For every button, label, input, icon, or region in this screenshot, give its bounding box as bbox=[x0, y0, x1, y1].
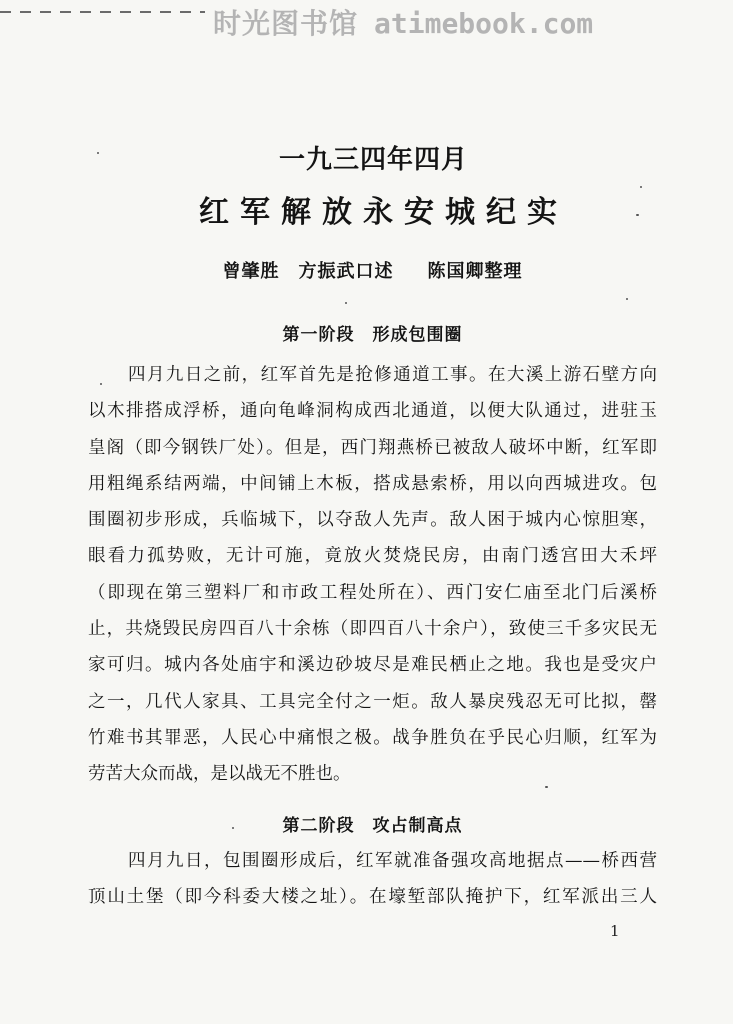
text-line: 四月九日之前，红军首先是抢修通道工事。在大溪上游石壁方向 bbox=[128, 365, 657, 385]
text-line: （即现在第三塑料厂和市政工程处所在）、西门安仁庙至北门后溪桥 bbox=[88, 582, 657, 603]
text-line: 竹难书其罪恶，人民心中痛恨之极。战争胜负在乎民心归顺，红军为 bbox=[88, 727, 657, 748]
watermark-url: atimebook.com bbox=[374, 7, 594, 40]
text-line: 顶山土堡（即今科委大楼之址）。在壕堑部队掩护下，红军派出三人 bbox=[88, 887, 657, 908]
text-line: 四月九日，包围圈形成后，红军就准备强攻高地据点——桥西营 bbox=[128, 851, 657, 871]
text-line: 眼看力孤势败，无计可施，竟放火焚烧民房，由南门透宫田大禾坪 bbox=[88, 546, 657, 567]
page-title: 红军解放永安城纪实 bbox=[199, 195, 568, 230]
section-heading-1: 第一阶段 形成包围圈 bbox=[282, 325, 463, 345]
text-line: 止，共烧毁民房四百八十余栋（即四百八十余户），致使三千多灾民无 bbox=[88, 619, 657, 640]
text-line: 皇阁（即今钢铁厂处）。但是，西门翔燕桥已被敌人破坏中断，红军即 bbox=[88, 437, 657, 458]
text-line: 围圈初步形成，兵临城下，以夺敌人先声。敌人困于城内心惊胆寒， bbox=[88, 510, 657, 531]
scan-speck bbox=[640, 186, 642, 188]
text-line: 用粗绳系结两端，中间铺上木板，搭成悬索桥，用以向西城进攻。包 bbox=[88, 473, 657, 494]
text-line: 劳苦大众而战，是以战无不胜也。 bbox=[88, 764, 351, 785]
scan-speck bbox=[545, 786, 548, 788]
scan-speck bbox=[636, 214, 639, 216]
section-1-paragraph bbox=[88, 357, 657, 793]
section-2-paragraph bbox=[88, 843, 657, 916]
page-number: 1 bbox=[610, 922, 620, 940]
text-line: 之一，几代人家具、工具完全付之一炬。敌人暴戾残忍无可比拟，罄 bbox=[88, 691, 657, 712]
scan-speck bbox=[97, 152, 99, 154]
section-heading-2: 第二阶段 攻占制高点 bbox=[282, 816, 463, 836]
dashed-rule bbox=[0, 11, 205, 13]
text-line: 家可归。城内各处庙宇和溪边砂坡尽是难民栖止之地。我也是受灾户 bbox=[88, 655, 657, 676]
watermark-site-name: 时光图书馆 bbox=[213, 7, 359, 40]
text-line: 以木排搭成浮桥，通向龟峰洞构成西北通道，以便大队通过，进驻玉 bbox=[88, 401, 657, 422]
narrators: 曾肇胜 方振武口述 bbox=[222, 261, 394, 282]
title-date-line: 一九三四年四月 bbox=[278, 145, 468, 175]
scan-speck bbox=[100, 383, 102, 385]
watermark bbox=[213, 6, 593, 42]
scan-speck bbox=[626, 298, 628, 300]
scan-speck bbox=[345, 302, 347, 304]
author-credits bbox=[88, 260, 657, 284]
scan-speck bbox=[232, 827, 234, 829]
editor: 陈国卿整理 bbox=[427, 261, 523, 282]
